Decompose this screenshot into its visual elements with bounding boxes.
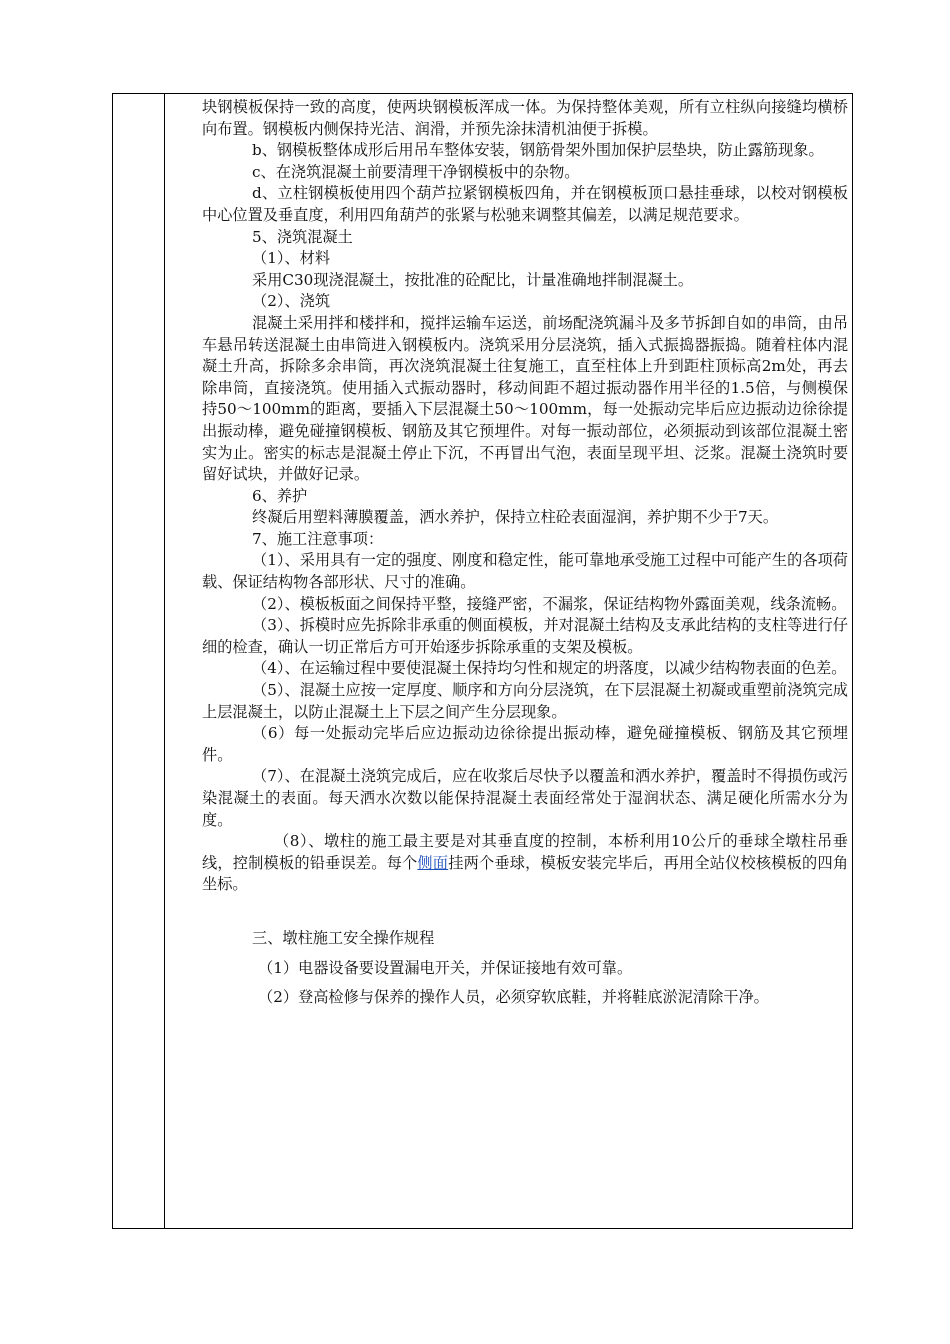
- note-1: （1）、采用具有一定的强度、刚度和稳定性，能可靠地承受施工过程中可能产生的各项荷载、保证结构物各部形状、尺寸的准确。: [202, 551, 848, 592]
- note-2: （2）、模板板面之间保持平整，接缝严密，不漏浆，保证结构物外露面美观，线条流畅。: [252, 594, 847, 613]
- note-4: （4）、在运输过程中要使混凝土保持均匀性和规定的坍落度，以减少结构物表面的色差。: [252, 659, 847, 678]
- note-8: [202, 831, 848, 896]
- side-link[interactable]: 侧面: [417, 853, 449, 872]
- paragraph-curing: 终凝后用塑料薄膜覆盖，洒水养护，保持立柱砼表面湿润，养护期不少于7天。: [252, 508, 779, 527]
- spacer: [202, 950, 848, 958]
- note-8-text-b: 挂两个垂球，模板安装完毕后，再用全站仪校核模板的四角坐标。: [202, 853, 849, 894]
- note-5: （5）、混凝土应按一定厚度、顺序和方向分层浇筑，在下层混凝土初凝或重塑前浇筑完成上层混凝土，以防止混凝土上下层之间产生分层现象。: [202, 681, 848, 721]
- spacer: [202, 979, 848, 987]
- paragraph-formwork-height: 块钢模板保持一致的高度，使两块钢模板浑成一体。为保持整体美观，所有立柱纵向接缝均横桥向布置。钢模板内侧保持光洁、润滑，并预先涂抹清机油便于拆模。: [202, 98, 848, 138]
- heading-notes: 7、施工注意事项：: [252, 529, 384, 548]
- spacer: [202, 896, 848, 928]
- document-body: [202, 97, 848, 1009]
- paragraph-b: b、钢模板整体成形后用吊车整体安装，钢筋骨架外围加保护层垫块，防止露筋现象。: [252, 141, 824, 160]
- note-7: （7）、在混凝土浇筑完成后，应在收浆后尽快予以覆盖和洒水养护，覆盖时不得损伤或污染混凝土的表面。每天洒水次数以能保持混凝土表面经常处于湿润状态、满足硬化所需水分为度。: [202, 767, 848, 829]
- paragraph-materials: 采用C30现浇混凝土，按批准的砼配比，计量准确地拌制混凝土。: [252, 270, 694, 289]
- safety-rule-1: （1）电器设备要设置漏电开关，并保证接地有效可靠。: [258, 958, 633, 977]
- paragraph-pouring: 混凝土采用拌和楼拌和，搅拌运输车运送，前场配浇筑漏斗及多节拆卸自如的串筒，由吊车悬吊转送混凝土由串筒进入钢模板内。浇筑采用分层浇筑，插入式振捣器振捣。随着柱体内混凝土升高，拆除多余串筒，再次浇筑混凝土往复施工，直至柱体上升到距柱顶标高2m处，再去除串筒，直接浇筑。使用插入式振动器时，移动间距不超过振动器作用半径的1.5倍，与侧模保持50～100mm的距离，要插入下层混凝土50～100mm，每一处振动完毕后应边振动边徐徐提出振动棒，避免碰撞钢模板、钢筋及其它预埋件。对每一振动部位，必须振动到该部位混凝土密实为止。密实的标志是混凝土停止下沉，不再冒出气泡，表面呈现平坦、泛浆。混凝土浇筑时要留好试块，并做好记录。: [202, 313, 848, 484]
- column-separator: [164, 93, 165, 1229]
- heading-pouring: （2）、浇筑: [252, 292, 331, 311]
- safety-rule-2: （2）登高检修与保养的操作人员，必须穿软底鞋，并将鞋底淤泥清除干净。: [258, 988, 769, 1007]
- note-6: （6）每一处振动完毕后应边振动边徐徐提出振动棒，避免碰撞模板、钢筋及其它预埋件。: [202, 724, 848, 764]
- paragraph-c: c、在浇筑混凝土前要清理干净钢模板中的杂物。: [252, 162, 580, 181]
- heading-pour-concrete: 5、浇筑混凝土: [252, 227, 353, 246]
- section-safety-heading: 三、墩柱施工安全操作规程: [252, 928, 435, 947]
- paragraph-d: d、立柱钢模板使用四个葫芦拉紧钢模板四角，并在钢模板顶口悬挂垂球，以校对钢模板中心位置及垂直度，利用四角葫芦的张紧与松驰来调整其偏差，以满足规范要求。: [202, 184, 848, 224]
- note-3: （3）、拆模时应先拆除非承重的侧面模板，并对混凝土结构及支承此结构的支柱等进行仔细的检查，确认一切正常后方可开始逐步拆除承重的支架及模板。: [202, 616, 848, 656]
- note-8-text-a: （8）、墩柱的施工最主要是对其垂直度的控制，本桥利用10公斤的垂球全墩柱吊垂线，控制模板的铅垂误差。每个: [202, 832, 848, 872]
- heading-materials: （1）、材料: [252, 249, 331, 268]
- heading-curing: 6、养护: [252, 486, 308, 505]
